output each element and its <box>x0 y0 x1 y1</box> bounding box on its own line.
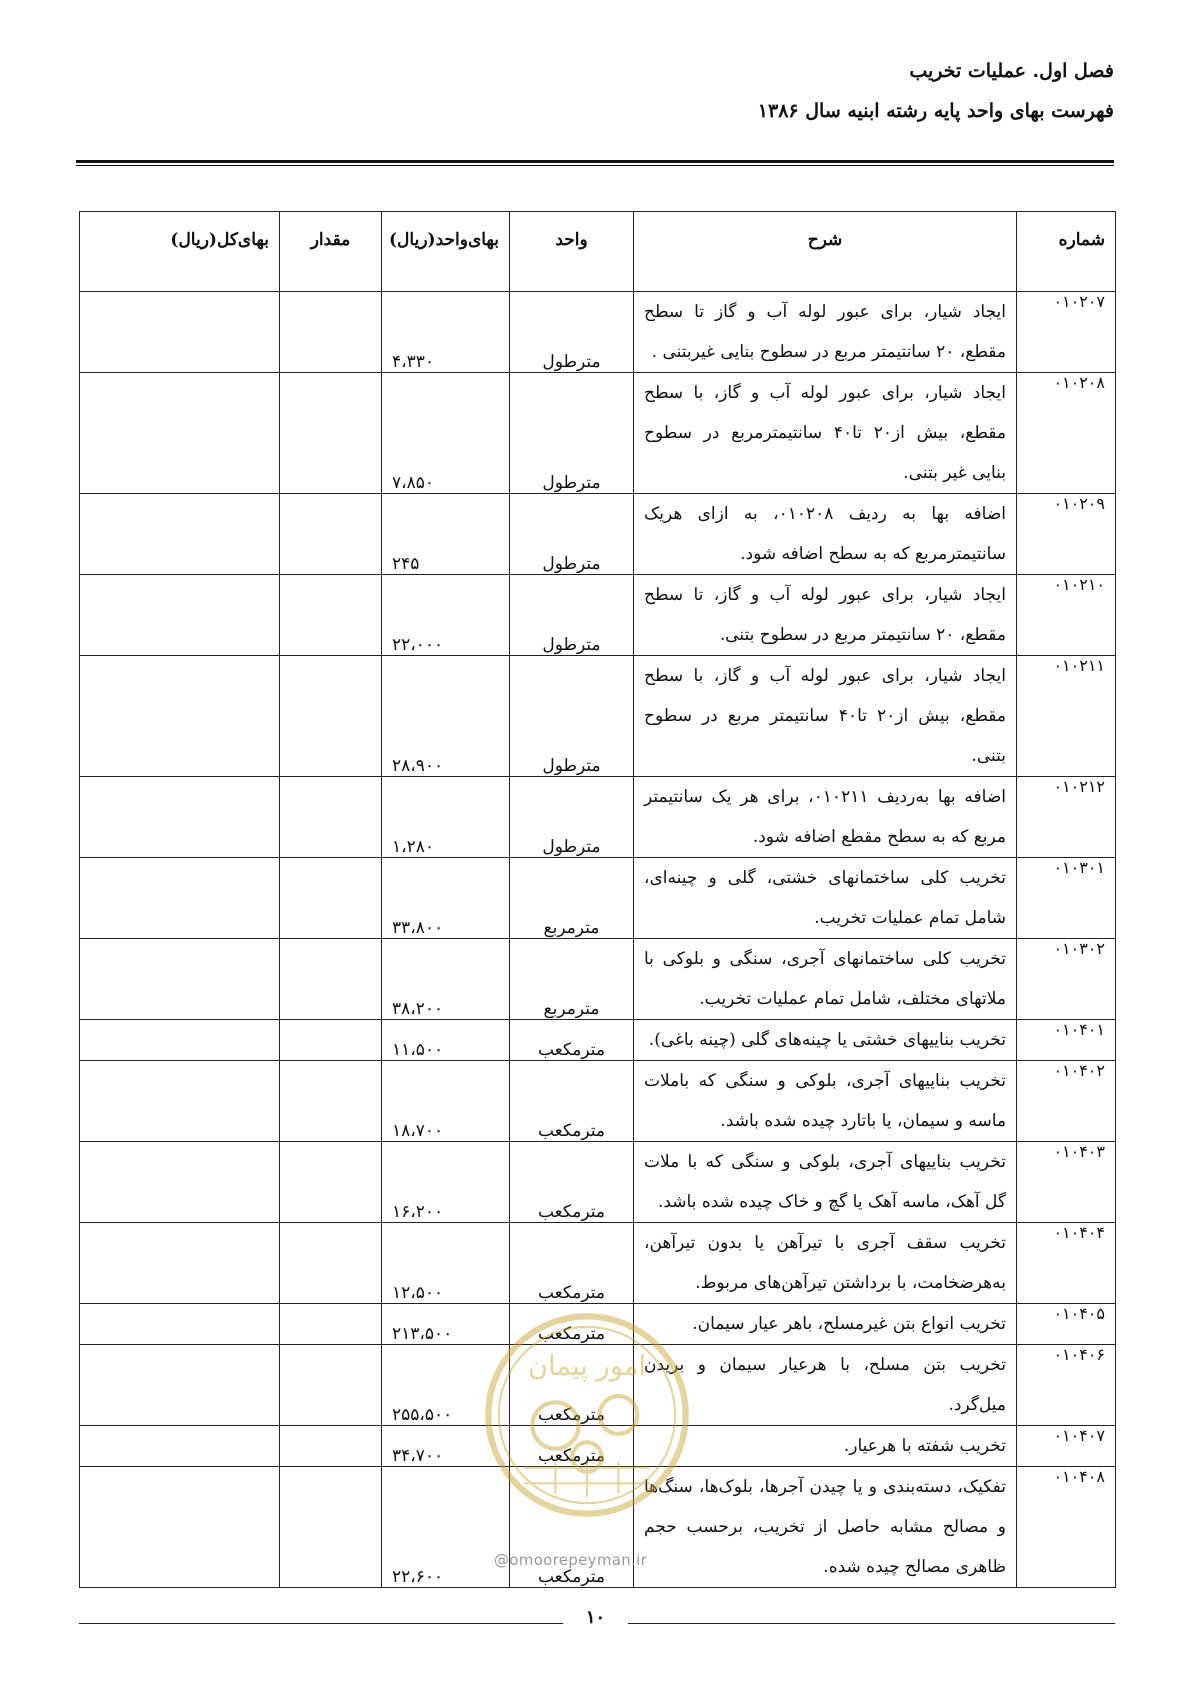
item-quantity <box>280 656 382 777</box>
item-number: ۰۱۰۴۰۸ <box>1017 1467 1116 1588</box>
item-unit: مترطول <box>510 575 634 656</box>
item-quantity <box>280 858 382 939</box>
header-rule-thin <box>76 165 1114 166</box>
item-unit-price: ۳۸،۲۰۰ <box>382 939 510 1020</box>
item-quantity <box>280 1223 382 1304</box>
item-total-price <box>80 858 280 939</box>
table-row <box>80 494 1116 575</box>
item-total-price <box>80 939 280 1020</box>
item-number: ۰۱۰۴۰۴ <box>1017 1223 1116 1304</box>
item-total-price <box>80 1467 280 1588</box>
page-header <box>758 60 1114 122</box>
item-unit: مترطول <box>510 292 634 373</box>
table-row <box>80 575 1116 656</box>
item-number: ۰۱۰۳۰۲ <box>1017 939 1116 1020</box>
item-unit-price: ۳۴،۷۰۰ <box>382 1426 510 1467</box>
item-number: ۰۱۰۳۰۱ <box>1017 858 1116 939</box>
document-subtitle: فهرست بهای واحد پایه رشته ابنیه سال ۱۳۸۶ <box>757 100 1114 122</box>
item-total-price <box>80 373 280 494</box>
item-number: ۰۱۰۴۰۶ <box>1017 1345 1116 1426</box>
item-description: تخریب انواع بتن غیرمسلح، باهر عیار سیمان. <box>634 1304 1017 1345</box>
item-unit: مترمربع <box>510 939 634 1020</box>
item-unit-price: ۱۸،۷۰۰ <box>382 1061 510 1142</box>
item-total-price <box>80 1061 280 1142</box>
item-quantity <box>280 575 382 656</box>
item-number: ۰۱۰۲۱۱ <box>1017 656 1116 777</box>
item-description: تخریب بناییهای آجری، بلوکی و سنگی که با ملات گل آهک، ماسه آهک یا گچ و خاک چیده شده باشد. <box>634 1142 1017 1223</box>
item-unit-price: ۱۲،۵۰۰ <box>382 1223 510 1304</box>
table-row <box>80 1345 1116 1426</box>
page-number: ۱۰ <box>585 1607 606 1628</box>
item-unit-price: ۷،۸۵۰ <box>382 373 510 494</box>
header-total-price: بهای‌کل(ریال) <box>80 212 280 292</box>
item-total-price <box>80 494 280 575</box>
item-number: ۰۱۰۲۱۰ <box>1017 575 1116 656</box>
item-number: ۰۱۰۲۰۹ <box>1017 494 1116 575</box>
item-unit-price: ۴،۳۳۰ <box>382 292 510 373</box>
item-unit: مترمکعب <box>510 1020 634 1061</box>
item-unit: مترطول <box>510 373 634 494</box>
item-total-price <box>80 1223 280 1304</box>
item-quantity <box>280 1304 382 1345</box>
chapter-title: فصل اول. عملیات تخریب <box>909 60 1114 82</box>
item-description: تخریب کلی ساختمانهای آجری، سنگی و بلوکی با ملاتهای مختلف، شامل تمام عملیات تخریب. <box>634 939 1017 1020</box>
footer-rule-right <box>628 1623 1115 1624</box>
item-quantity <box>280 1061 382 1142</box>
item-unit: مترطول <box>510 656 634 777</box>
item-description: تخریب بتن مسلح، با هرعیار سیمان و بریدن میل‌گرد. <box>634 1345 1017 1426</box>
item-quantity <box>280 777 382 858</box>
header-number: شماره <box>1017 212 1116 292</box>
item-unit-price: ۲۸،۹۰۰ <box>382 656 510 777</box>
item-number: ۰۱۰۴۰۷ <box>1017 1426 1116 1467</box>
item-number: ۰۱۰۴۰۵ <box>1017 1304 1116 1345</box>
price-schedule-table <box>79 211 1116 1588</box>
item-description: تخریب کلی ساختمانهای خشتی، گلی و چینه‌ای، شامل تمام عملیات تخریب. <box>634 858 1017 939</box>
item-unit-price: ۲۲،۶۰۰ <box>382 1467 510 1588</box>
item-total-price <box>80 777 280 858</box>
table-row <box>80 1142 1116 1223</box>
header-quantity: مقدار <box>280 212 382 292</box>
table-row <box>80 1020 1116 1061</box>
item-number: ۰۱۰۲۰۷ <box>1017 292 1116 373</box>
watermark-site: @omoorepeyman.ir <box>494 1551 648 1569</box>
item-description: تخریب سقف آجری با تیرآهن یا بدون تیرآهن، به‌هرضخامت، با برداشتن تیرآهن‌های مربوط. <box>634 1223 1017 1304</box>
item-number: ۰۱۰۲۱۲ <box>1017 777 1116 858</box>
item-unit-price: ۱۱،۵۰۰ <box>382 1020 510 1061</box>
item-unit-price: ۲۲،۰۰۰ <box>382 575 510 656</box>
item-description: تخریب شفته با هرعیار. <box>634 1426 1017 1467</box>
item-unit-price: ۲۴۵ <box>382 494 510 575</box>
item-quantity <box>280 1020 382 1061</box>
item-unit: مترمکعب <box>510 1345 634 1426</box>
watermark-logo-text: امور پیمان <box>527 1351 647 1383</box>
item-number: ۰۱۰۴۰۳ <box>1017 1142 1116 1223</box>
item-unit-price: ۲۵۵،۵۰۰ <box>382 1345 510 1426</box>
table-row <box>80 1426 1116 1467</box>
item-quantity <box>280 1426 382 1467</box>
item-quantity <box>280 494 382 575</box>
table-header-row <box>80 212 1116 292</box>
item-quantity <box>280 939 382 1020</box>
item-total-price <box>80 1304 280 1345</box>
header-rule-thick <box>76 160 1114 163</box>
item-description: اضافه بها به‌ردیف ۰۱۰۲۱۱، برای هر یک سانتیمتر مربع که به سطح مقطع اضافه شود. <box>634 777 1017 858</box>
item-quantity <box>280 1142 382 1223</box>
item-unit: مترمکعب <box>510 1142 634 1223</box>
item-description: تفکیک، دسته‌بندی و یا چیدن آجرها، بلوک‌ها، سنگ‌ها و مصالح مشابه حاصل از تخریب، برحسب حجم ظاهری مصالح چیده شده. <box>634 1467 1017 1588</box>
header-unit-price: بهای‌واحد(ریال) <box>382 212 510 292</box>
item-description: ایجاد شیار، برای عبور لوله آب و گاز، با سطح مقطع، بیش از۲۰ تا۴۰ سانتیمتر مربع در سطوح بتنی. <box>634 656 1017 777</box>
item-total-price <box>80 1345 280 1426</box>
item-total-price <box>80 656 280 777</box>
item-total-price <box>80 575 280 656</box>
table-row <box>80 939 1116 1020</box>
item-unit-price: ۱۶،۲۰۰ <box>382 1142 510 1223</box>
header-description: شرح <box>634 212 1017 292</box>
item-total-price <box>80 1142 280 1223</box>
item-unit-price: ۳۳،۸۰۰ <box>382 858 510 939</box>
item-description: تخریب بناییهای آجری، بلوکی و سنگی که باملات ماسه و سیمان، یا باتارد چیده شده باشد. <box>634 1061 1017 1142</box>
item-unit: مترمکعب <box>510 1467 634 1588</box>
item-unit: مترمکعب <box>510 1426 634 1467</box>
item-description: ایجاد شیار، برای عبور لوله آب و گاز، با سطح مقطع، بیش از۲۰ تا۴۰ سانتیمترمربع در سطوح بنایی غیر بتنی. <box>634 373 1017 494</box>
item-unit-price: ۱،۲۸۰ <box>382 777 510 858</box>
item-quantity <box>280 1345 382 1426</box>
table-row <box>80 292 1116 373</box>
item-description: ایجاد شیار، برای عبور لوله آب و گاز تا سطح مقطع، ۲۰ سانتیمتر مربع در سطوح بنایی غیربتنی . <box>634 292 1017 373</box>
item-total-price <box>80 1426 280 1467</box>
item-unit: مترمکعب <box>510 1061 634 1142</box>
item-quantity <box>280 1467 382 1588</box>
table-row <box>80 777 1116 858</box>
item-total-price <box>80 292 280 373</box>
item-quantity <box>280 292 382 373</box>
footer-rule-left <box>79 1623 563 1624</box>
item-number: ۰۱۰۴۰۲ <box>1017 1061 1116 1142</box>
item-description: تخریب بناییهای خشتی یا چینه‌های گلی (چینه باغی). <box>634 1020 1017 1061</box>
item-unit: مترطول <box>510 777 634 858</box>
item-unit: مترمربع <box>510 858 634 939</box>
item-description: اضافه بها به ردیف ۰۱۰۲۰۸، به ازای هریک سانتیمترمربع که به سطح اضافه شود. <box>634 494 1017 575</box>
table-row <box>80 1061 1116 1142</box>
table-row <box>80 1223 1116 1304</box>
item-unit-price: ۲۱۳،۵۰۰ <box>382 1304 510 1345</box>
table-row <box>80 1467 1116 1588</box>
header-unit: واحد <box>510 212 634 292</box>
table-row <box>80 373 1116 494</box>
item-description: ایجاد شیار، برای عبور لوله آب و گاز، تا سطح مقطع، ۲۰ سانتیمتر مربع در سطوح بتنی. <box>634 575 1017 656</box>
item-total-price <box>80 1020 280 1061</box>
item-number: ۰۱۰۴۰۱ <box>1017 1020 1116 1061</box>
item-number: ۰۱۰۲۰۸ <box>1017 373 1116 494</box>
table-row <box>80 656 1116 777</box>
item-unit: مترمکعب <box>510 1223 634 1304</box>
table-row <box>80 858 1116 939</box>
table-row <box>80 1304 1116 1345</box>
item-quantity <box>280 373 382 494</box>
item-unit: مترطول <box>510 494 634 575</box>
item-unit: مترمکعب <box>510 1304 634 1345</box>
